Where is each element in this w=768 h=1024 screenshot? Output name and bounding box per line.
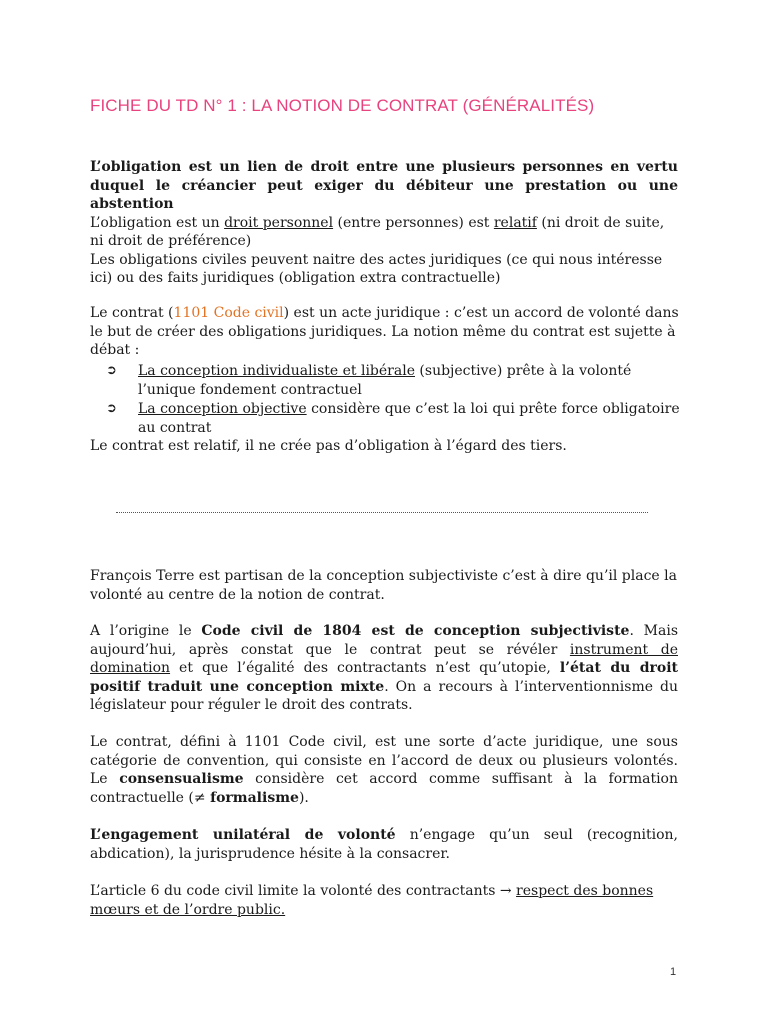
contract-line-1: Le contrat (1101 Code civil) est un acte juridique : c’est un accord de volonté dans xyxy=(90,305,679,321)
consensualisme-term: consensualisme xyxy=(119,771,244,787)
instrument-domination-term: instrument de xyxy=(569,641,678,658)
code-1804-emphasis: Code civil de 1804 est de conception subjectiviste xyxy=(201,623,630,639)
def-line-2: duquel le créancier peut exiger du débiteur une prestation ou une xyxy=(90,177,678,194)
droit-personnel-term: droit personnel xyxy=(224,214,334,231)
contract-line-3: débat : xyxy=(90,342,140,358)
unilateral-engagement-term: L’engagement unilatéral de volonté xyxy=(90,827,396,843)
contract-relative-line: Le contrat est relatif, il ne crée pas d’obligation à l’égard des tiers. xyxy=(90,438,567,454)
article-6-paragraph: L’article 6 du code civil limite la volonté des contractants → respect des bonnes mœurs et de l’ordre public. xyxy=(90,883,654,918)
unilateral-paragraph: L’engagement unilatéral de volonté n’engage qu’un seul (recognition, abdication), la jurisprudence hésite à la consacrer. xyxy=(90,827,678,862)
definition-paragraph: Le contrat, défini à 1101 Code civil, est une sorte d’acte juridique, une sous catégorie de convention, qui consiste en l’accord de deux ou plusieurs volontés. Le consensualisme considère cet accord comme suffisant à la formation contractuelle (≠ formalisme). xyxy=(90,734,678,806)
section-divider xyxy=(116,512,648,513)
obligation-definition xyxy=(90,158,678,288)
bullet-objective: ➲ La conception objective considère que c’est la loi qui prête force obligatoire au contrat xyxy=(106,401,680,436)
objective-conception-term: La conception objective xyxy=(138,401,307,417)
personal-right-line-2: ni droit de préférence) xyxy=(90,233,252,249)
def-line-3: abstention xyxy=(90,196,174,212)
formalisme-term: formalisme xyxy=(210,789,299,806)
code-civil-reference: 1101 Code civil xyxy=(173,305,284,321)
arrow-bullet-icon: ➲ xyxy=(106,401,117,416)
def-line-1: L’obligation est un lien de droit entre une plusieurs personnes en vertu xyxy=(90,159,678,175)
arrow-bullet-icon: ➲ xyxy=(106,363,117,378)
relatif-term: relatif xyxy=(493,214,537,231)
individualist-conception-term: La conception individualiste et libérale xyxy=(138,363,415,379)
civil-obligations-line-2: ici) ou des faits juridiques (obligation extra contractuelle) xyxy=(90,270,501,286)
contract-paragraph xyxy=(90,304,678,360)
origin-paragraph: A l’origine le Code civil de 1804 est de conception subjectiviste. Mais aujourd’hui, après constat que le contrat peut se révéler instrument de domination et que l’égalité des contractants n’est qu’utopie, l’état du droit positif traduit une conception mixte. On a recours à l’interventionnisme du législateur pour réguler le droit des contrats. xyxy=(90,623,679,713)
contract-line-2: le but de créer des obligations juridiques. La notion même du contrat est sujette à xyxy=(90,323,676,340)
document-title: FICHE DU TD N° 1 : LA NOTION DE CONTRAT (GÉNÉRALITÉS) xyxy=(90,96,595,115)
personal-right-line: L’obligation est un droit personnel (entre personnes) est relatif (ni droit de suite, xyxy=(90,214,665,231)
positive-law-emphasis: l’état du droit xyxy=(559,660,678,676)
public-order-term: respect des bonnes xyxy=(516,883,654,899)
civil-obligations-line-1: Les obligations civiles peuvent naitre des actes juridiques (ce qui nous intéresse xyxy=(90,251,663,268)
bullet-individualist: ➲ La conception individualiste et libérale (subjective) prête à la volonté l’unique fondement contractuel xyxy=(106,363,632,398)
terre-paragraph: François Terre est partisan de la conception subjectiviste c’est à dire qu’il place la volonté au centre de la notion de contrat. xyxy=(90,568,677,603)
page-number: 1 xyxy=(670,966,677,978)
